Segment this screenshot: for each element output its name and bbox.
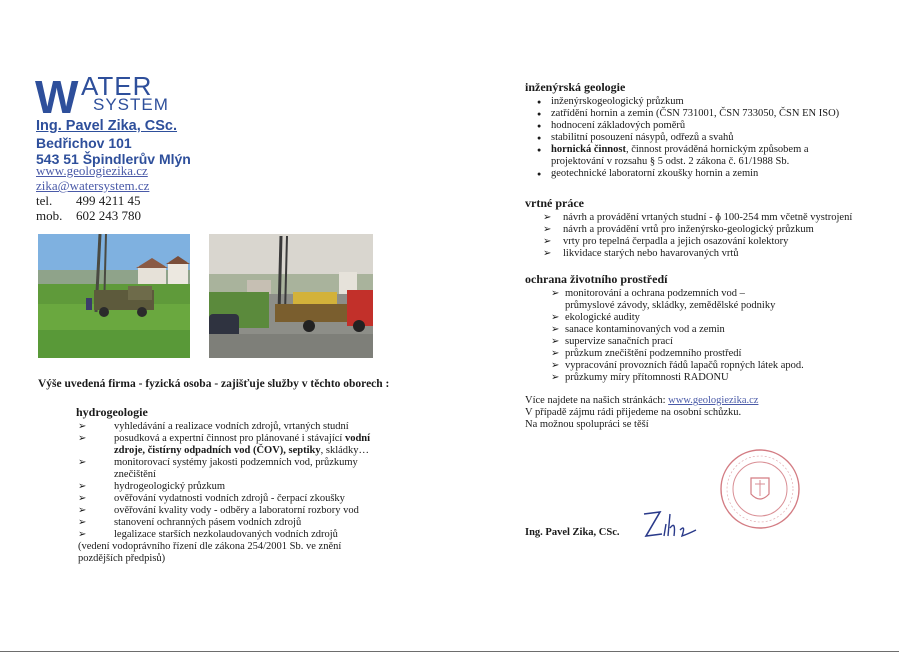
tel-label: tel. xyxy=(36,193,53,208)
bottom-edge-line xyxy=(0,651,899,652)
list-item: ● hodnocení základových poměrů xyxy=(525,120,875,132)
list-item: ● geotechnické laboratorní zkoušky hornin a zemin xyxy=(525,168,875,180)
list-item: ➢ hydrogeologický průzkum xyxy=(76,481,386,493)
list-item: ➢ průzkumy míry přítomnosti RADONU xyxy=(525,372,885,384)
list-item: ➢ vyhledávání a realizace vodních zdrojů, vrtaných studní xyxy=(76,421,386,433)
list-item: ➢ vrty pro tepelná čerpadla a jejich osazování kolektory xyxy=(525,236,885,248)
list-item-continuation: průmyslové závody, skládky, zemědělské podniky xyxy=(565,300,776,311)
list-item: ➢ stanovení ochranných pásem vodních zdrojů xyxy=(76,517,386,529)
contact-street: Bedřichov 101 xyxy=(36,135,132,151)
drilling-photo-1 xyxy=(38,234,190,358)
section-environment xyxy=(525,272,885,384)
list-item: ➢ ověřování kvality vody - odběry a laboratorní rozbory vod xyxy=(76,505,386,517)
contact-city: 543 51 Špindlerův Mlýn xyxy=(36,151,191,167)
list-item: ➢ návrh a provádění vrtů pro inženýrsko-geologický průzkum xyxy=(525,224,885,236)
list-item: ➢ likvidace starých nebo havarovaných vrtů xyxy=(525,248,885,260)
list-item: ➢ supervize sanačních prací xyxy=(525,336,885,348)
services-intro: Výše uvedená firma - fyzická osoba - zajišťuje služby v těchto oborech : xyxy=(38,378,390,390)
official-stamp xyxy=(719,448,801,535)
tel-number: 499 4211 45 xyxy=(76,193,141,208)
list-item: ➢ ověřování vydatnosti vodních zdrojů - čerpací zkoušky xyxy=(76,493,386,505)
list-item: ➢ monitorovací systémy jakosti podzemních vod, průzkumy znečištění xyxy=(76,457,386,481)
list-item: ➢ návrh a provádění vrtaných studní - ɸ 100-254 mm včetně vystrojení xyxy=(525,212,885,224)
contact-name: Ing. Pavel Zika, CSc. xyxy=(36,118,178,134)
contact-web-link[interactable]: www.geologiezika.cz xyxy=(36,163,148,178)
section-hydrogeology xyxy=(76,405,386,565)
engineering-geology-list xyxy=(525,96,875,180)
company-logo xyxy=(35,71,175,123)
bold-fragment: vodní xyxy=(344,433,371,444)
hydrogeology-list xyxy=(76,421,386,541)
contact-email-link[interactable]: zika@watersystem.cz xyxy=(36,178,150,193)
list-item: ● zatřídění hornin a zemin (ČSN 731001, ČSN 733050, ČSN EN ISO) xyxy=(525,108,875,120)
engineering-geology-heading: inženýrská geologie xyxy=(525,80,626,94)
drilling-list xyxy=(525,212,885,260)
cooperation-line: Na možnou spolupráci se těší xyxy=(525,419,649,430)
more-info-line: Více najdete na našich stránkách: www.geologiezika.cz xyxy=(525,395,759,406)
visit-line: V případě zájmu rádi přijedeme na osobní schůzku. xyxy=(525,407,742,418)
mob-number: 602 243 780 xyxy=(76,208,141,223)
list-item: ➢ posudková a expertní činnost pro plánované i stávající vodní xyxy=(76,433,386,445)
list-item: ➢ průzkum znečištění podzemního prostředí xyxy=(525,348,885,360)
section-drilling xyxy=(525,196,885,260)
list-item: ➢ monitorování a ochrana podzemních vod – xyxy=(525,288,885,300)
environment-list xyxy=(525,288,885,384)
list-item: ➢ ekologické audity xyxy=(525,312,885,324)
mob-label: mob. xyxy=(36,208,63,223)
signer-name: Ing. Pavel Zika, CSc. xyxy=(525,527,620,538)
list-item: ➢ vypracování provozních řádů lapačů ropných látek apod. xyxy=(525,360,885,372)
signature xyxy=(640,506,700,547)
logo-ater: ATER xyxy=(81,71,153,101)
hydrogeology-note-2: pozdějších předpisů) xyxy=(78,553,166,564)
environment-heading: ochrana životního prostředí xyxy=(525,272,668,286)
hydrogeology-heading: hydrogeologie xyxy=(76,405,148,419)
list-item: ● stabilitní posouzení násypů, odřezů a svahů xyxy=(525,132,875,144)
list-item: ➢ sanace kontaminovaných vod a zemin xyxy=(525,324,885,336)
drilling-photo-2 xyxy=(209,234,373,358)
drilling-heading: vrtné práce xyxy=(525,196,584,210)
hydrogeology-note-1: (vedení vodoprávního řízení dle zákona 254/2001 Sb. ve znění xyxy=(78,541,342,552)
logo-system: SYSTEM xyxy=(93,95,169,114)
list-item: ● inženýrskogeologický průzkum xyxy=(525,96,875,108)
logo-w: W xyxy=(35,71,73,123)
list-item: ● hornická činnost, činnost prováděná hornickým způsobem a xyxy=(525,144,875,156)
list-item-continuation: projektování v rozsahu § 5 odst. 2 zákona č. 61/1988 Sb. xyxy=(551,156,790,167)
list-item-continuation: zdroje, čistírny odpadních vod (ČOV), septiky, skládky… xyxy=(114,445,370,456)
footer-web-link[interactable]: www.geologiezika.cz xyxy=(668,395,759,406)
section-engineering-geology xyxy=(525,80,875,180)
list-item: ➢ legalizace starších nezkolaudovaných vodních zdrojů xyxy=(76,529,386,541)
